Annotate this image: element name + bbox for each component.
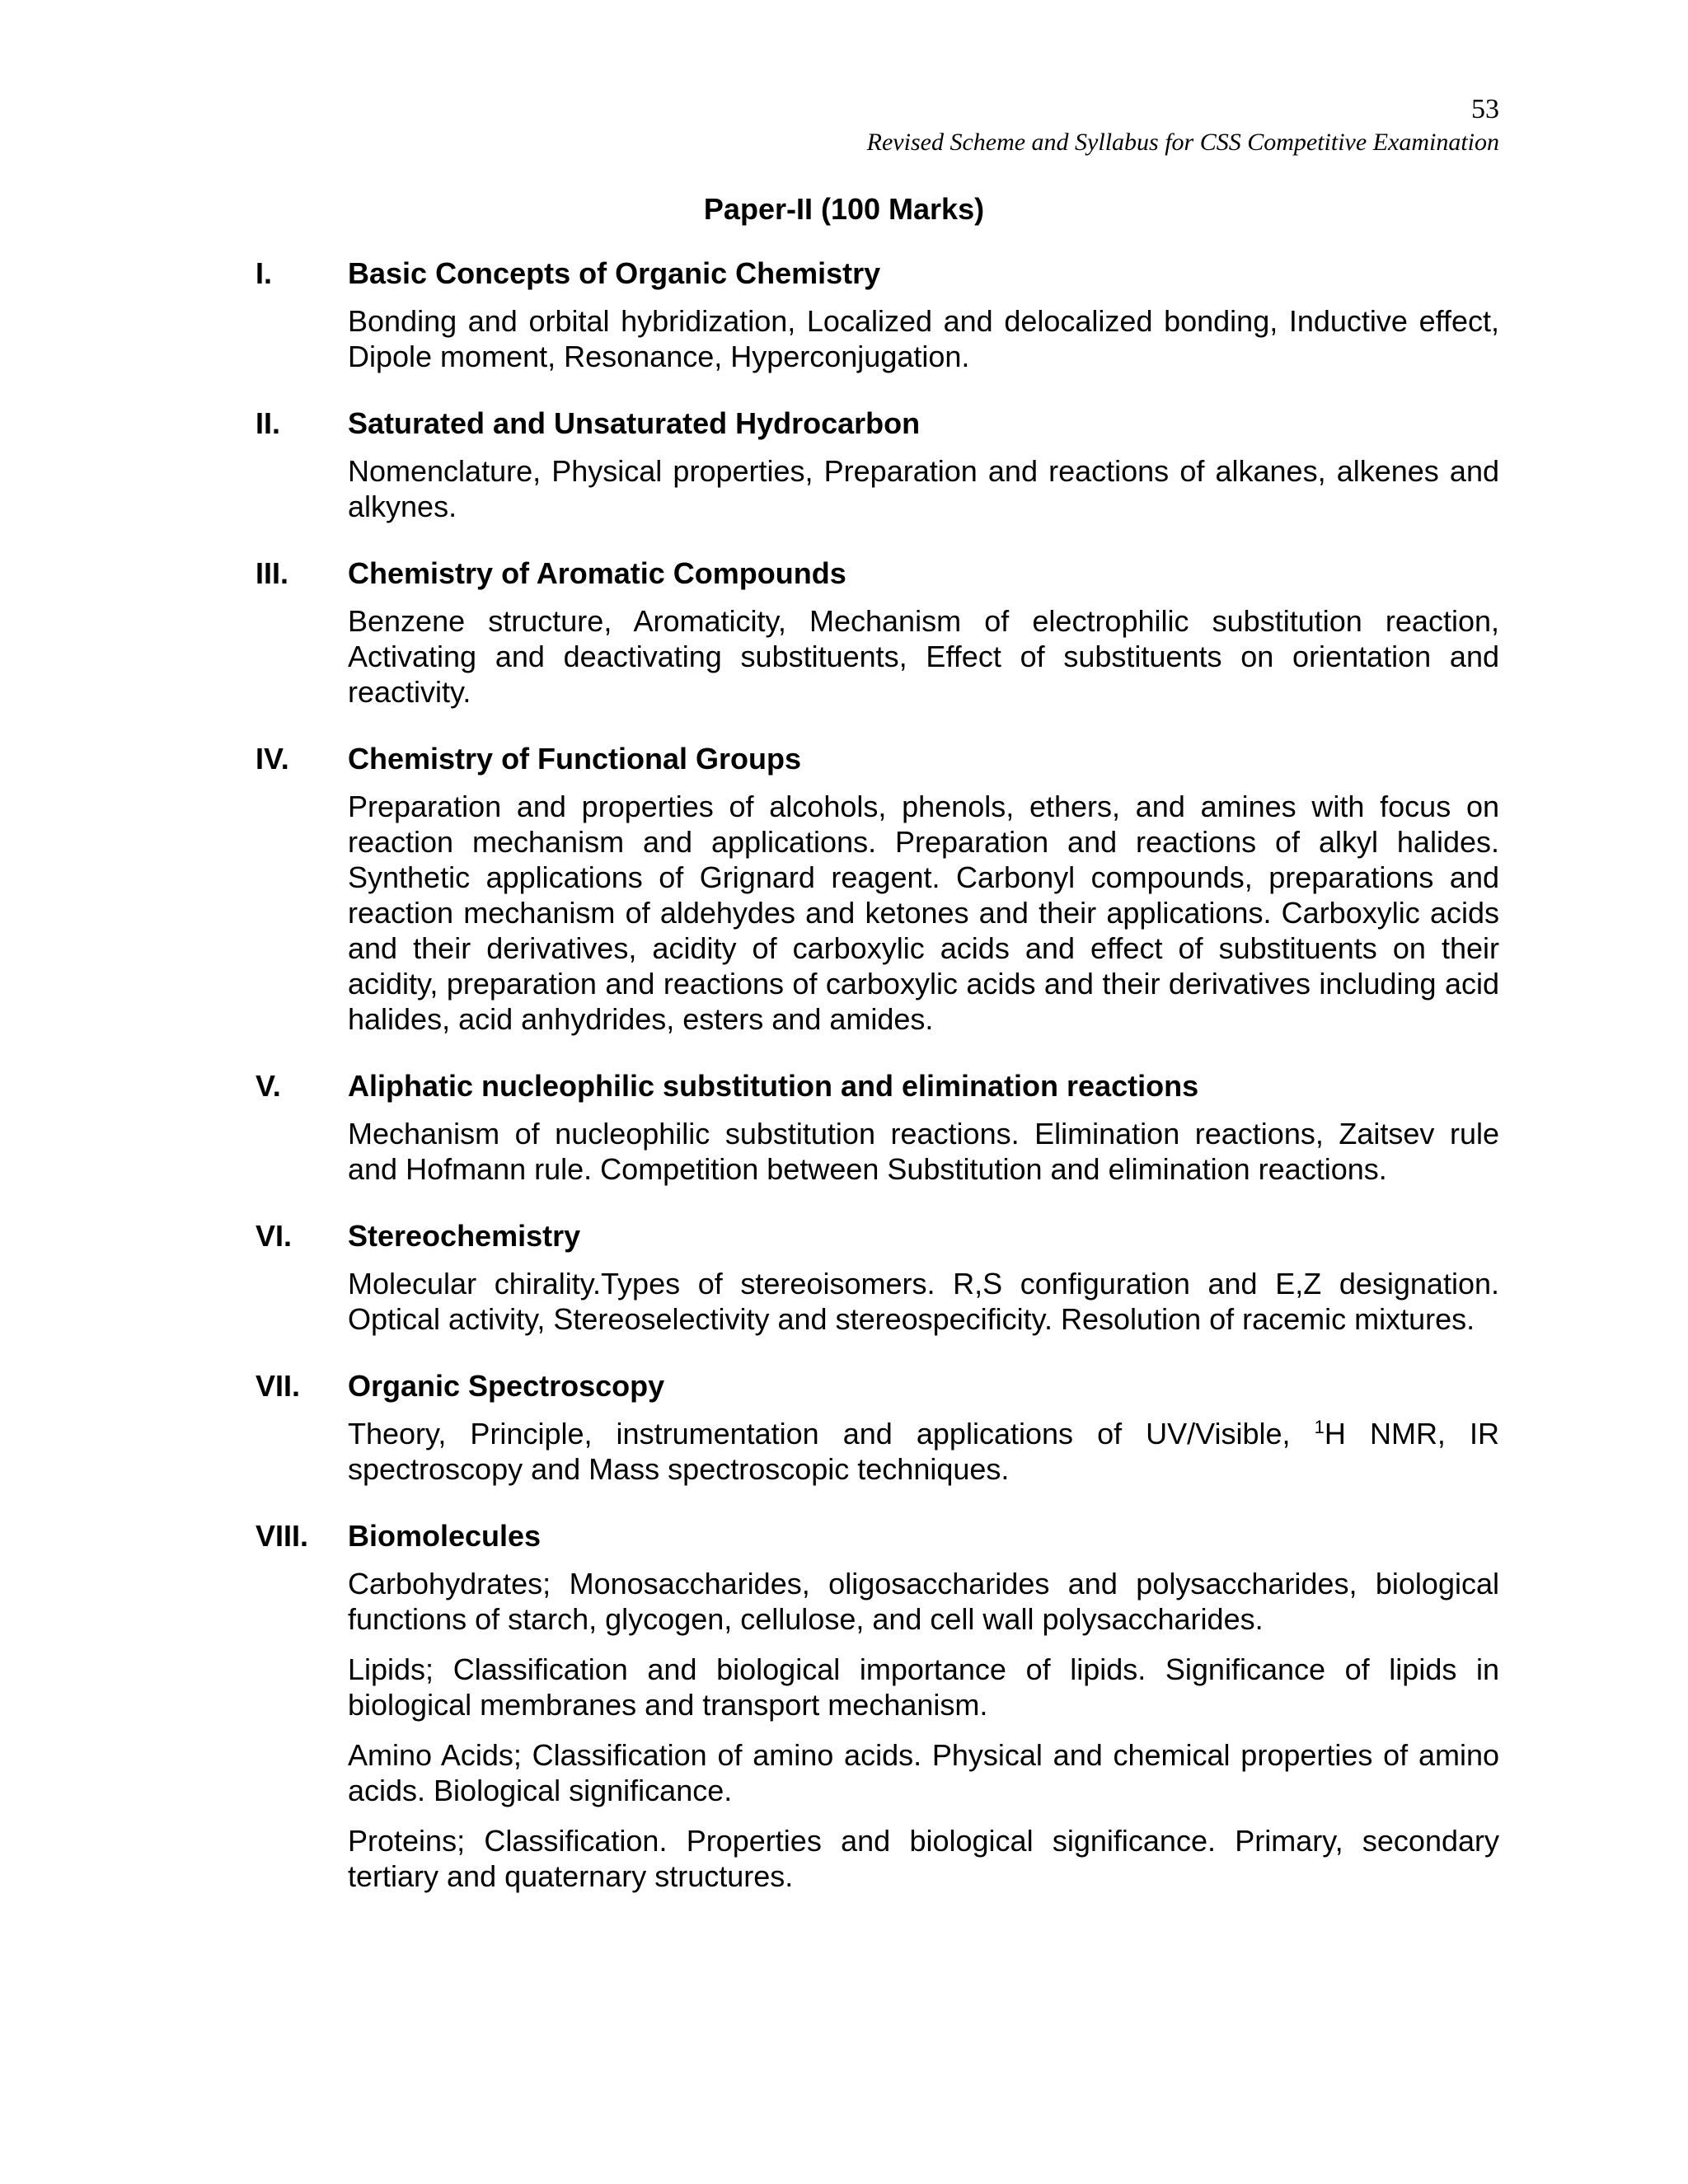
section-title: Organic Spectroscopy — [348, 1369, 665, 1403]
syllabus-sections — [0, 252, 1688, 1922]
section-paragraph-amino-acids: Amino Acids; Classification of amino acids. Physical and chemical properties of amino acids. Biological significance. — [348, 1738, 1499, 1807]
section-body — [348, 1416, 1499, 1487]
section-paragraph — [348, 1416, 1499, 1487]
section-title: Chemistry of Aromatic Compounds — [348, 556, 846, 590]
section-paragraph: Nomenclature, Physical properties, Preparation and reactions of alkanes, alkenes and alkynes. — [348, 454, 1499, 523]
section-numeral: VI. — [256, 1219, 293, 1253]
section-paragraph: Mechanism of nucleophilic substitution reactions. Elimination reactions, Zaitsev rule and Hofmann rule. Competition between Substitution and elimination reactions. — [348, 1117, 1499, 1186]
section-body — [348, 303, 1499, 374]
section-title: Basic Concepts of Organic Chemistry — [348, 256, 881, 290]
nmr-superscript: 1 — [1314, 1417, 1325, 1437]
section-numeral: VIII. — [256, 1519, 309, 1553]
section-nucleophilic-substitution — [0, 1065, 1688, 1187]
section-title: Stereochemistry — [348, 1219, 581, 1253]
section-body — [348, 1116, 1499, 1187]
section-organic-spectroscopy — [0, 1365, 1688, 1487]
section-body — [348, 1566, 1499, 1894]
section-paragraph: Bonding and orbital hybridization, Localized and delocalized bonding, Inductive effect, Dipole moment, Resonance, Hyperconjugation. — [348, 304, 1499, 373]
section-title: Biomolecules — [348, 1519, 542, 1553]
paper-title: Paper-II (100 Marks) — [703, 192, 985, 226]
section-aromatic-compounds — [0, 552, 1688, 710]
page-number: 53 — [1471, 94, 1499, 124]
section-basic-concepts — [0, 252, 1688, 374]
spectroscopy-text-before: Theory, Principle, instrumentation and applications of UV/Visible, — [348, 1417, 1315, 1451]
section-paragraph-proteins: Proteins; Classification. Properties and biological significance. Primary, secondary tertiary and quaternary structures. — [348, 1824, 1499, 1893]
section-body — [348, 453, 1499, 524]
section-paragraph: Molecular chirality.Types of stereoisomers. R,S configuration and E,Z designation. Optical activity, Stereoselectivity and stereospecificity. Resolution of racemic mixtures. — [348, 1267, 1499, 1336]
section-body — [348, 1266, 1499, 1337]
section-numeral: V. — [256, 1069, 281, 1103]
section-biomolecules — [0, 1515, 1688, 1894]
section-stereochemistry — [0, 1215, 1688, 1337]
section-paragraph: Benzene structure, Aromaticity, Mechanism of electrophilic substitution reaction, Activating and deactivating substituents, Effect of substituents on orientation and reactivity. — [348, 604, 1499, 709]
section-functional-groups — [0, 738, 1688, 1037]
section-hydrocarbons — [0, 402, 1688, 524]
section-paragraph-lipids: Lipids; Classification and biological importance of lipids. Significance of lipids in biological membranes and transport mechanism. — [348, 1652, 1499, 1722]
section-numeral: I. — [256, 256, 273, 290]
section-title: Chemistry of Functional Groups — [348, 742, 802, 776]
section-body — [348, 789, 1499, 1037]
section-title: Aliphatic nucleophilic substitution and elimination reactions — [348, 1069, 1199, 1103]
section-numeral: III. — [256, 556, 289, 590]
section-numeral: IV. — [256, 742, 289, 776]
spectroscopy-text-after: H NMR, IR spectroscopy and Mass spectroscopic techniques. — [348, 1417, 1500, 1486]
section-numeral: VII. — [256, 1369, 301, 1403]
section-numeral: II. — [256, 406, 281, 440]
section-body — [348, 603, 1499, 710]
section-paragraph-carbohydrates: Carbohydrates; Monosaccharides, oligosaccharides and polysaccharides, biological functions of starch, glycogen, cellulose, and cell wall polysaccharides. — [348, 1567, 1499, 1636]
section-title: Saturated and Unsaturated Hydrocarbon — [348, 406, 921, 440]
section-paragraph: Preparation and properties of alcohols, phenols, ethers, and amines with focus on reaction mechanism and applications. Preparation and reactions of alkyl halides. Synthetic applications of Grignard reagent. Carbonyl compounds, preparations and reaction mechanism of aldehydes and ketones and their applications. Carboxylic acids and their derivatives, acidity of carboxylic acids and effect of substituents on their acidity, preparation and reactions of carboxylic acids and their derivatives including acid halides, acid anhydrides, esters and amides. — [348, 790, 1499, 1036]
running-header: Revised Scheme and Syllabus for CSS Competitive Examination — [866, 129, 1499, 156]
